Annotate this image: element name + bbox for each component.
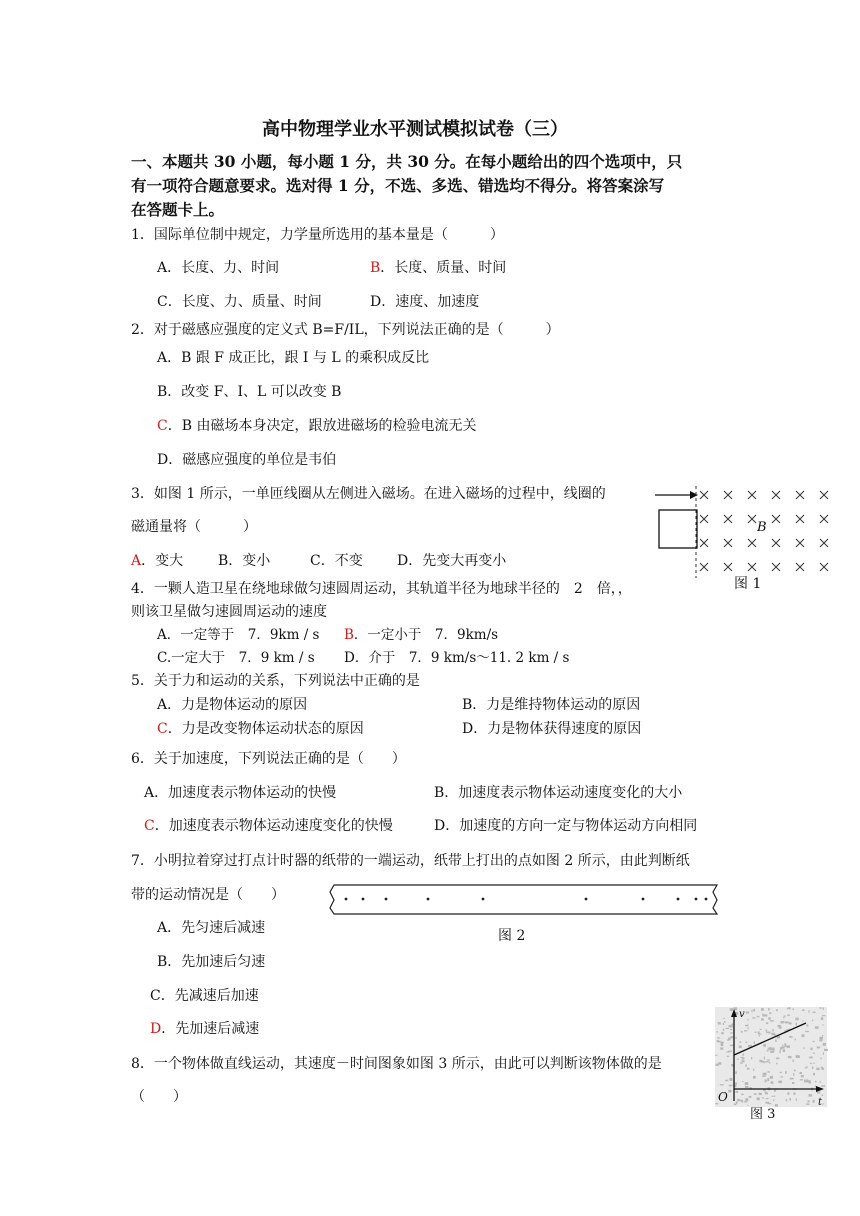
question-1-option-c: C．长度、力、质量、时间 (157, 294, 322, 310)
question-4-stem-line1: 4．一颗人造卫星在绕地球做匀速圆周运动，其轨道半径为地球半径的 2 倍，， (131, 581, 632, 597)
question-5-option-b: B．力是维持物体运动的原因 (462, 697, 641, 713)
question-1-stem: 1．国际单位制中规定，力学量所选用的基本量是（ ） (131, 227, 504, 243)
question-1-option-b: B．长度、质量、时间 (370, 260, 507, 276)
answer-mark: C (144, 818, 155, 834)
section-instruction-line3: 在答题卡上。 (131, 200, 225, 219)
answer-mark: A (131, 553, 142, 569)
question-2-option-a: A．B 跟 F 成正比，跟 I 与 L 的乘积成反比 (157, 350, 430, 366)
tape-dot (642, 898, 645, 901)
question-3-stem-line2: 磁通量将（ ） (131, 519, 257, 535)
question-7-option-a: A．先匀速后减速 (157, 920, 266, 936)
question-4-option-d: D．介于 7．9 km/s～11. 2 km / s (344, 650, 570, 666)
field-cross-icon (700, 539, 708, 547)
tape-dot (695, 898, 698, 901)
question-4-option-c: C.一定大于 7．9 km / s (157, 650, 315, 666)
field-cross-icon (748, 515, 756, 523)
field-cross-icon (700, 563, 708, 571)
field-cross-icon (724, 563, 732, 571)
question-2-option-c: C．B 由磁场本身决定，跟放进磁场的检验电流无关 (157, 418, 477, 434)
figure-2-ticker-tape (328, 880, 723, 948)
question-8-stem-line1: 8．一个物体做直线运动，其速度－时间图象如图 3 所示，由此可以判断该物体做的是 (131, 1056, 662, 1072)
question-5-option-a: A．力是物体运动的原因 (157, 697, 308, 713)
tape-dot (362, 898, 365, 901)
field-cross-icon (796, 563, 804, 571)
page-title: 高中物理学业水平测试模拟试卷（三） (262, 119, 568, 140)
field-cross-icon (748, 539, 756, 547)
question-6-option-b: B．加速度表示物体运动速度变化的大小 (434, 785, 683, 801)
question-8-stem-line2: （ ） (131, 1089, 187, 1105)
question-3-option-a: A．变大 (131, 553, 184, 569)
figure-2-caption: 图 2 (498, 928, 526, 944)
figure-1-magnetic-field (650, 478, 835, 592)
question-4-stem-line2: 则该卫星做匀速圆周运动的速度 (131, 604, 327, 620)
answer-mark: B (370, 260, 381, 276)
question-5-stem: 5．关于力和运动的关系，下列说法中正确的是 (131, 673, 420, 689)
field-cross-icon (748, 491, 756, 499)
question-7-option-b: B．先加速后匀速 (157, 954, 266, 970)
field-cross-icon (820, 563, 828, 571)
answer-mark: B (344, 627, 354, 643)
field-cross-icon (748, 563, 756, 571)
question-2-option-d: D．磁感应强度的单位是韦伯 (157, 452, 337, 468)
field-cross-icon (772, 563, 780, 571)
field-cross-icon (820, 491, 828, 499)
question-6-option-c: C．加速度表示物体运动速度变化的快慢 (144, 818, 393, 834)
question-4-option-b: B．一定小于 7．9km/s (344, 627, 499, 643)
figure-3-origin: O (718, 1090, 728, 1104)
field-cross-icon (700, 515, 708, 523)
question-3-option-c: C．不变 (310, 553, 363, 569)
section-instruction-line2: 有一项符合题意要求。选对得 1 分，不选、多选、错选均不得分。将答案涂写 (131, 176, 665, 195)
tape-dot (427, 898, 430, 901)
field-cross-icon (820, 515, 828, 523)
tape-dot (482, 898, 485, 901)
answer-mark: D (150, 1021, 162, 1037)
field-cross-icon (772, 491, 780, 499)
question-4-option-a: A．一定等于 7．9km / s (157, 627, 320, 643)
question-7-stem-line1: 7．小明拉着穿过打点计时器的纸带的一端运动，纸带上打出的点如图 2 所示，由此判断纸 (131, 853, 690, 869)
question-3-stem-line1: 3．如图 1 所示，一单匝线圈从左侧进入磁场。在进入磁场的过程中，线圈的 (131, 486, 606, 502)
field-cross-icon (724, 539, 732, 547)
question-3-option-d: D．先变大再变小 (397, 553, 507, 569)
field-cross-icon (772, 515, 780, 523)
field-cross-icon (724, 491, 732, 499)
figure-1-caption: 图 1 (734, 576, 762, 592)
question-6-option-a: A．加速度表示物体运动的快慢 (144, 785, 337, 801)
question-5-option-c: C．力是改变物体运动状态的原因 (157, 721, 364, 737)
question-2-stem: 2．对于磁感应强度的定义式 B=F/IL，下列说法正确的是（ ） (131, 322, 560, 338)
tape-dot (677, 898, 680, 901)
question-7-option-c: C．先减速后加速 (150, 988, 259, 1004)
figure-1-field-label: B (757, 520, 767, 535)
field-cross-icon (700, 491, 708, 499)
question-2-option-b: B．改变 F、I、L 可以改变 B (157, 384, 342, 400)
figure-3-velocity-time-graph (712, 1005, 832, 1127)
question-1-option-a: A．长度、力、时间 (157, 260, 280, 276)
field-cross-icon (724, 515, 732, 523)
field-cross-icon (820, 539, 828, 547)
tape-dot (585, 898, 588, 901)
question-6-stem: 6．关于加速度，下列说法正确的是（ ） (131, 751, 406, 767)
question-7-option-d: D．先加速后减速 (150, 1021, 260, 1037)
field-cross-icon (796, 491, 804, 499)
answer-mark: C (157, 721, 168, 737)
question-1-option-d: D．速度、加速度 (370, 294, 480, 310)
figure-3-axis-v: v (739, 1009, 745, 1020)
field-cross-icon (772, 539, 780, 547)
figure-3-caption: 图 3 (750, 1107, 776, 1122)
section-instruction-line1: 一、本题共 30 小题，每小题 1 分，共 30 分。在每小题给出的四个选项中，只 (131, 152, 683, 171)
tape-dot (385, 898, 388, 901)
question-7-stem-line2: 带的运动情况是（ ） (131, 887, 285, 903)
tape-dot (345, 898, 348, 901)
field-cross-icon (796, 539, 804, 547)
question-6-option-d: D．加速度的方向一定与物体运动方向相同 (434, 818, 698, 834)
answer-mark: C (157, 418, 168, 434)
question-3-option-b: B．变小 (218, 553, 271, 569)
tape-dot (705, 898, 708, 901)
question-5-option-d: D．力是物体获得速度的原因 (462, 721, 642, 737)
figure-3-axis-t: t (818, 1097, 823, 1108)
field-cross-icon (796, 515, 804, 523)
